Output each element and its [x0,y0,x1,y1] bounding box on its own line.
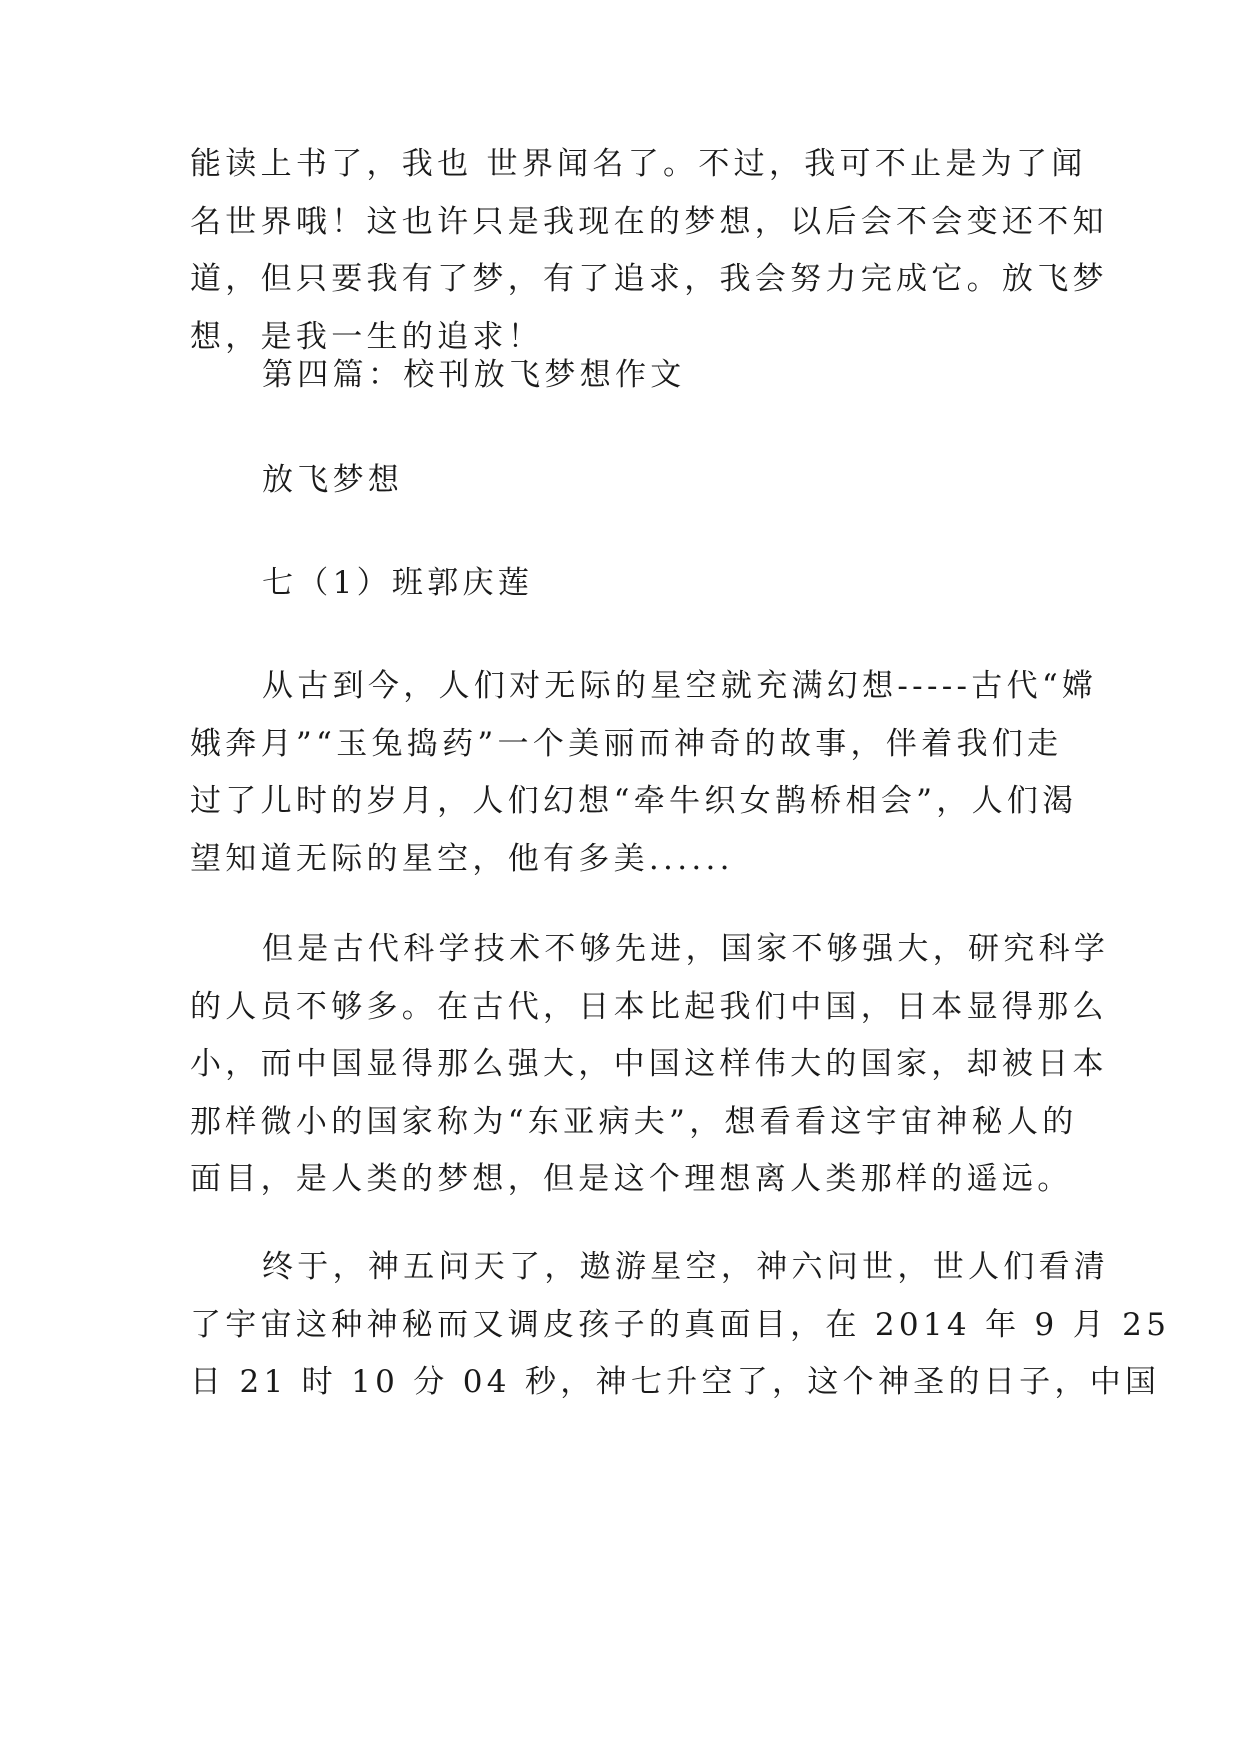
paragraph-continued [190,136,1108,366]
paragraph-3 [190,1239,1171,1412]
text-line: 那样微小的国家称为“东亚病夫”，想看看这宇宙神秘人的 [190,1103,1078,1140]
text-line: 能读上书了，我也 世界闻名了。不过，我可不止是为了闻 [190,146,1087,182]
text-line: 望知道无际的星空，他有多美...... [190,840,734,877]
author-line: 七（1）班郭庆莲 [262,565,534,601]
text-line: 小，而中国显得那么强大，中国这样伟大的国家，却被日本 [190,1046,1108,1082]
text-line: 了宇宙这种神秘而又调皮孩子的真面目，在 2014 年 9 月 25 [190,1306,1171,1343]
text-line: 的人员不够多。在古代，日本比起我们中国，日本显得那么 [190,988,1108,1025]
text-line: 日 21 时 10 分 04 秒，神七升空了，这个神圣的日子，中国 [190,1364,1161,1400]
text-line: 但是古代科学技术不够先进，国家不够强大，研究科学 [262,931,1110,967]
text-line: 名世界哦！这也许只是我现在的梦想，以后会不会变还不知 [190,203,1108,240]
paragraph-1 [190,658,1098,888]
text-line: 从古到今，人们对无际的星空就充满幻想-----古代“嫦 [262,668,1098,704]
paragraph-2 [190,921,1110,1209]
section-heading: 第四篇：校刊放飞梦想作文 [262,357,686,393]
text-line: 娥奔月”“玉兔捣药”一个美丽而神奇的故事，伴着我们走 [190,725,1063,762]
essay-title: 放飞梦想 [262,462,404,498]
text-line: 面目，是人类的梦想，但是这个理想离人类那样的遥远。 [190,1161,1073,1197]
text-line: 终于，神五问天了，遨游星空，神六问世，世人们看清 [262,1249,1110,1285]
text-line: 想，是我一生的追求！ [190,318,543,355]
text-line: 道，但只要我有了梦，有了追求，我会努力完成它。放飞梦 [190,261,1108,297]
text-line: 过了儿时的岁月，人们幻想“牵牛织女鹊桥相会”，人们渴 [190,783,1078,819]
